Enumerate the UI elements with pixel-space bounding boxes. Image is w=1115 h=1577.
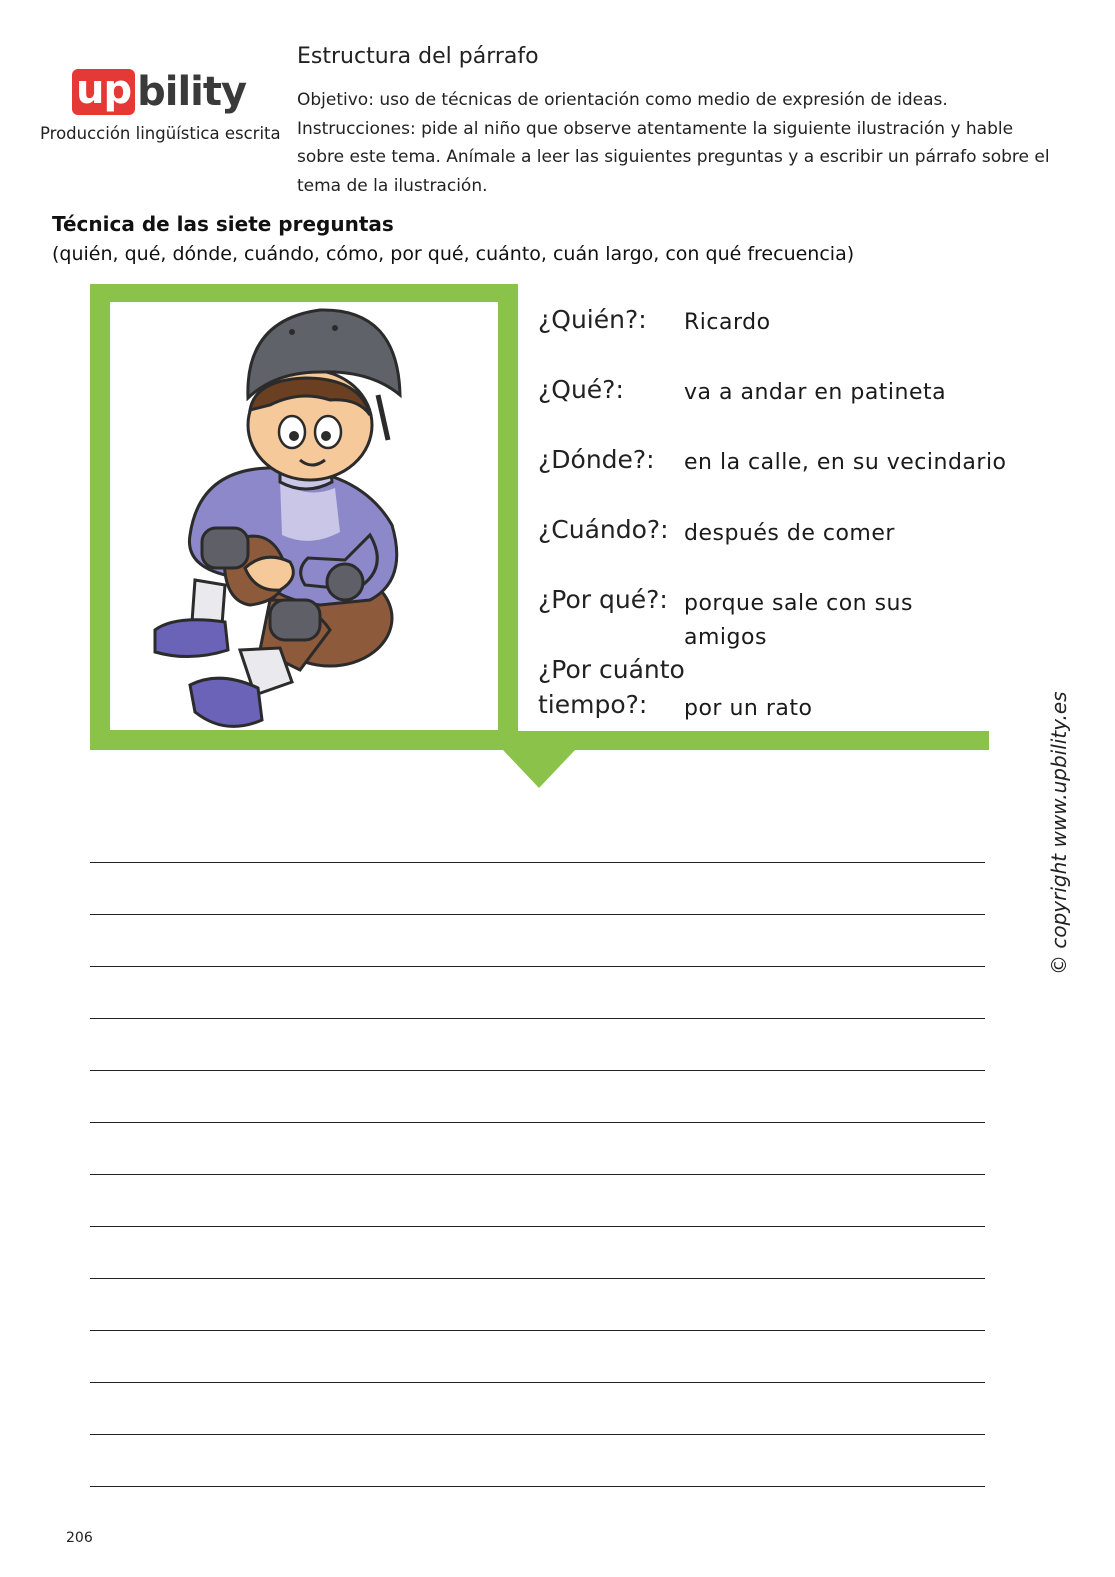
question-why: ¿Por qué?: [538, 585, 668, 614]
logo-bility-text: bility [137, 69, 247, 115]
boy-with-helmet-illustration [130, 300, 430, 740]
writing-line[interactable] [90, 1070, 985, 1071]
writing-line[interactable] [90, 1226, 985, 1227]
answer-when: después de comer [684, 521, 895, 546]
question-how-long: ¿Por cuánto [538, 655, 685, 684]
answer-why: porque sale con sus [684, 591, 913, 616]
writing-line[interactable] [90, 862, 985, 863]
green-frame-bar [518, 731, 989, 750]
logo-subtitle: Producción lingüística escrita [40, 124, 281, 143]
instructions-text: Instrucciones: pide al niño que observe atentamente la siguiente ilustración y hable sobre este tema. Anímale a leer las siguientes preguntas y a escribir un párrafo sobre el tema de la ilustración. [297, 118, 1050, 196]
writing-line[interactable] [90, 1018, 985, 1019]
page-number: 206 [66, 1530, 93, 1546]
writing-line[interactable] [90, 1382, 985, 1383]
instructions-block [297, 86, 1057, 200]
section-title: Técnica de las siete preguntas [52, 212, 394, 236]
question-when: ¿Cuándo?: [538, 515, 669, 544]
logo-up-text: up [72, 69, 135, 115]
page-title: Estructura del párrafo [297, 44, 539, 69]
answer-why-line2: amigos [684, 625, 767, 650]
writing-line[interactable] [90, 1122, 985, 1123]
question-who: ¿Quién?: [538, 305, 647, 334]
copyright-notice: © copyright www.upbility.es [1047, 691, 1071, 975]
writing-line[interactable] [90, 914, 985, 915]
section-subtitle: (quién, qué, dónde, cuándo, cómo, por qué, cuánto, cuán largo, con qué frecuencia) [52, 243, 855, 265]
writing-line[interactable] [90, 1278, 985, 1279]
answer-how-long: por un rato [684, 696, 813, 721]
upbility-logo [72, 66, 246, 118]
writing-line[interactable] [90, 1174, 985, 1175]
answer-who: Ricardo [684, 310, 771, 335]
writing-line[interactable] [90, 1330, 985, 1331]
question-where: ¿Dónde?: [538, 445, 655, 474]
question-what: ¿Qué?: [538, 375, 624, 404]
writing-line[interactable] [90, 1486, 985, 1487]
question-how-long-line2: tiempo?: [538, 690, 648, 719]
green-frame-pointer [503, 750, 575, 788]
answer-what: va a andar en patineta [684, 380, 947, 405]
writing-line[interactable] [90, 1434, 985, 1435]
objective-text: Objetivo: uso de técnicas de orientación como medio de expresión de ideas. [297, 90, 948, 110]
writing-line[interactable] [90, 966, 985, 967]
answer-where: en la calle, en su vecindario [684, 450, 1007, 475]
